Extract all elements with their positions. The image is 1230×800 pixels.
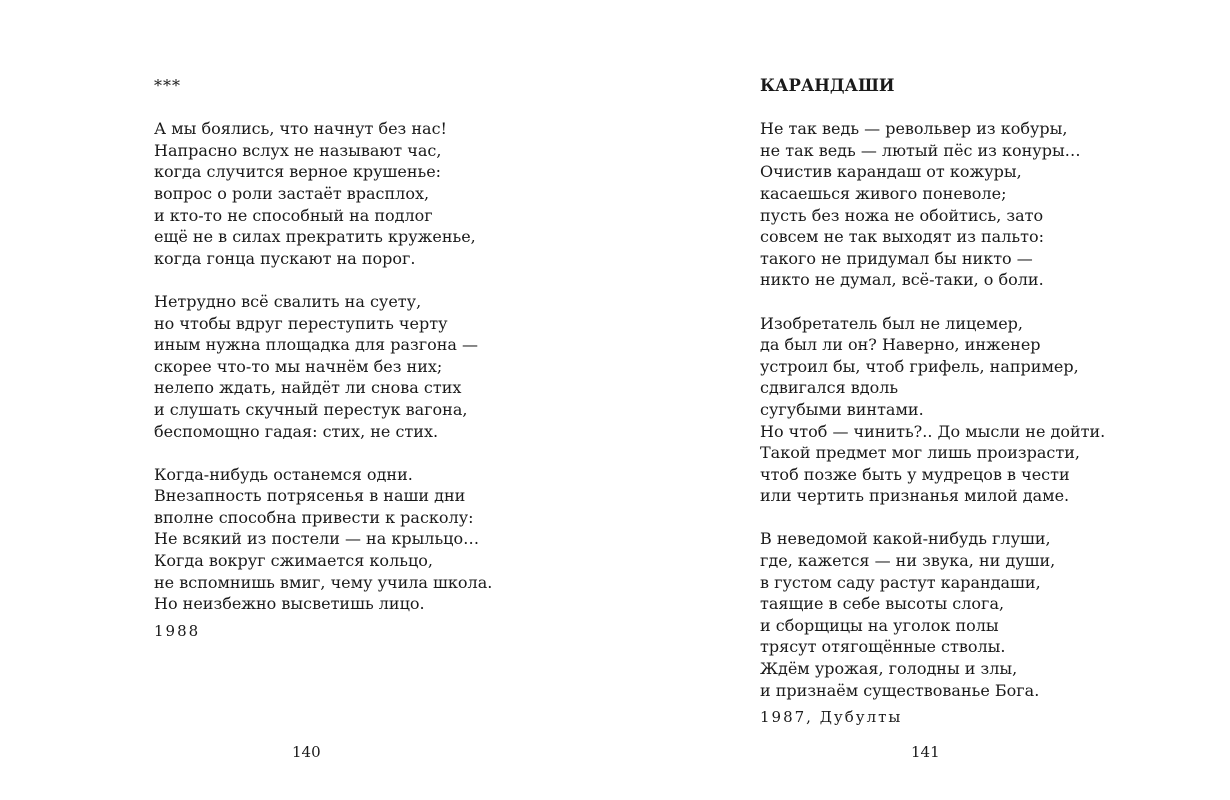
poem-line: Напрасно вслух не называют час, xyxy=(154,140,442,160)
poem-line: не так ведь — лютый пёс из конуры… xyxy=(760,140,1081,160)
poem-line: Но неизбежно высветишь лицо. xyxy=(154,594,425,614)
poem-line: не вспомнишь вмиг, чему учила школа. xyxy=(154,572,493,592)
poem-line: Когда вокруг сжимается кольцо, xyxy=(154,551,433,571)
poem-line: Нетрудно всё свалить на суету, xyxy=(154,291,422,311)
poem-line: вполне способна привести к расколу: xyxy=(154,507,474,527)
poem-line: сдвигался вдоль xyxy=(760,378,899,398)
poem-heading-asterisks: *** xyxy=(154,76,181,95)
poem-line: совсем не так выходят из пальто: xyxy=(760,227,1044,247)
page-number: 140 xyxy=(292,743,321,761)
poem-line: Но чтоб — чинить?.. До мысли не дойти. xyxy=(760,421,1106,441)
poem-line: устроил бы, чтоб грифель, например, xyxy=(760,356,1079,376)
poem-line: трясут отягощённые стволы. xyxy=(760,637,1006,657)
poem-line: иным нужна площадка для разгона — xyxy=(154,335,479,355)
poem-line: такого не придумал бы никто — xyxy=(760,248,1033,268)
poem-line: да был ли он? Наверно, инженер xyxy=(760,335,1041,355)
poem-line: нелепо ждать, найдёт ли снова стих xyxy=(154,378,462,398)
poem-title: КАРАНДАШИ xyxy=(760,76,895,95)
poem-line: сугубыми винтами. xyxy=(760,399,924,419)
poem-line: когда случится верное крушенье: xyxy=(154,162,442,182)
poem-stanzas xyxy=(760,118,1105,701)
right-page xyxy=(615,0,1230,800)
stanza xyxy=(154,118,492,269)
poem-date-place: 1987, Дубулты xyxy=(760,708,903,727)
poem-stanzas xyxy=(154,118,492,615)
poem-line: Когда-нибудь останемся одни. xyxy=(154,464,413,484)
poem-line: и признаём существованье Бога. xyxy=(760,680,1040,700)
poem-line: Не так ведь — револьвер из кобуры, xyxy=(760,119,1068,139)
poem-line: когда гонца пускают на порог. xyxy=(154,248,416,268)
poem-line: скорее что-то мы начнём без них; xyxy=(154,356,443,376)
poem-line: пусть без ножа не обойтись, зато xyxy=(760,205,1044,225)
poem-line: касаешься живого поневоле; xyxy=(760,183,1007,203)
poem-block-left xyxy=(154,75,492,642)
poem-line: Изобретатель был не лицемер, xyxy=(760,313,1023,333)
poem-line: и сборщицы на уголок полы xyxy=(760,615,999,635)
poem-line: таящие в себе высоты слога, xyxy=(760,594,1005,614)
poem-line: чтоб позже быть у мудрецов в чести xyxy=(760,464,1070,484)
poem-date: 1988 xyxy=(154,621,201,640)
poem-line: но чтобы вдруг переступить черту xyxy=(154,313,448,333)
poem-line: и кто-то не способный на подлог xyxy=(154,205,433,225)
poem-line: где, кажется — ни звука, ни души, xyxy=(760,551,1056,571)
poem-line: никто не думал, всё-таки, о боли. xyxy=(760,270,1044,290)
poem-line: или чертить признанья милой даме. xyxy=(760,486,1070,506)
poem-block-right xyxy=(760,75,1105,729)
poem-line: Не всякий из постели — на крыльцо… xyxy=(154,529,480,549)
stanza xyxy=(760,118,1105,291)
poem-line: Такой предмет мог лишь произрасти, xyxy=(760,443,1080,463)
poem-line: Ждём урожая, голодны и злы, xyxy=(760,659,1018,679)
poem-line: Очистив карандаш от кожуры, xyxy=(760,162,1022,182)
poem-line: вопрос о роли застаёт врасплох, xyxy=(154,183,430,203)
poem-line: Внезапность потрясенья в наши дни xyxy=(154,486,466,506)
stanza xyxy=(760,313,1105,507)
poem-line: ещё не в силах прекратить круженье, xyxy=(154,227,476,247)
stanza xyxy=(154,464,492,615)
stanza xyxy=(154,291,492,442)
poem-line: В неведомой какой-нибудь глуши, xyxy=(760,529,1051,549)
poem-line: А мы боялись, что начнут без нас! xyxy=(154,119,447,139)
poem-line: в густом саду растут карандаши, xyxy=(760,572,1041,592)
poem-line: и слушать скучный перестук вагона, xyxy=(154,399,468,419)
stanza xyxy=(760,528,1105,701)
poem-line: беспомощно гадая: стих, не стих. xyxy=(154,421,439,441)
page-number: 141 xyxy=(911,743,940,761)
